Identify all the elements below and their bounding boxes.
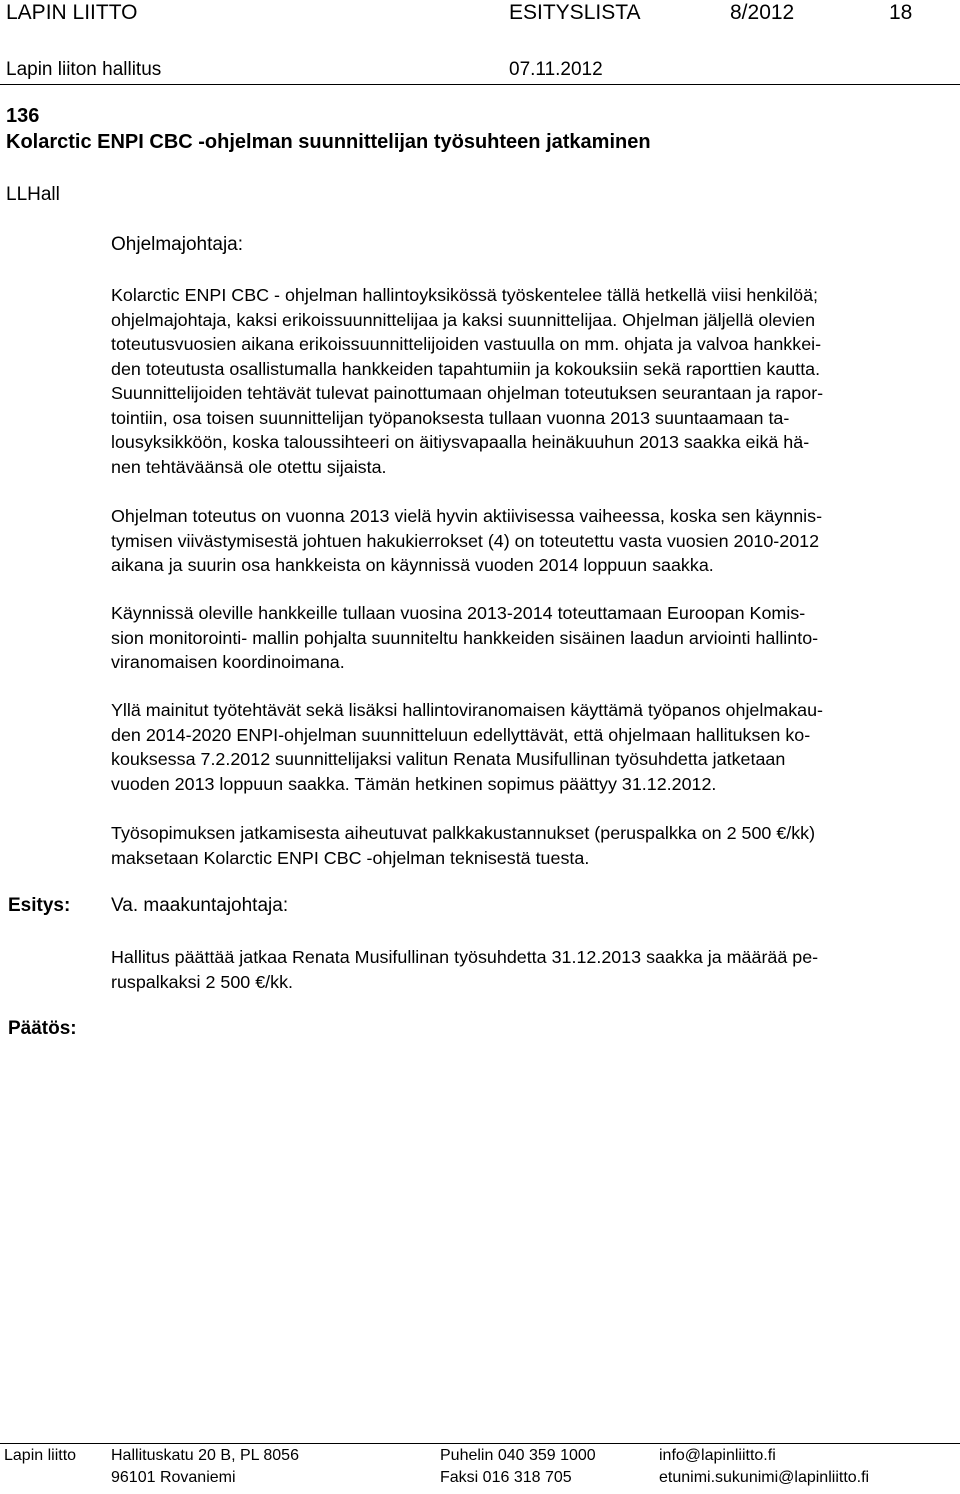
header-doc-type: ESITYSLISTA — [509, 1, 641, 24]
paragraph-line: Suunnittelijoiden tehtävät tulevat painottumaan ohjelman toteutuksen seurantaan ja rapor- — [111, 383, 824, 403]
paragraph-line: maksetaan Kolarctic ENPI CBC -ohjelman teknisestä tuesta. — [111, 847, 590, 868]
paragraph-line: aikana ja suurin osa hankkeista on käynnissä vuoden 2014 loppuun saakka. — [111, 555, 714, 575]
paragraph-line: tointiin, osa toisen suunnittelijan työpanoksesta tullaan vuonna 2013 suuntaamaan ta- — [111, 407, 790, 428]
section-title: Kolarctic ENPI CBC -ohjelman suunnittelijan työsuhteen jatkaminen — [6, 131, 651, 153]
decision-label: Päätös: — [8, 1018, 77, 1039]
paragraph-line: sion monitorointi- mallin pohjalta suunniteltu hankkeiden sisäinen laadun arviointi hallinto- — [111, 627, 819, 648]
section-ref: LLHall — [6, 184, 60, 205]
header-org: LAPIN LIITTO — [6, 1, 138, 24]
paragraph-line: Ohjelman toteutus on vuonna 2013 vielä hyvin aktiivisessa vaiheessa, koska sen käynnis- — [111, 506, 823, 526]
footer-org: Lapin liitto — [4, 1447, 77, 1464]
paragraph-1 — [111, 283, 955, 479]
paragraph-line: Kolarctic ENPI CBC - ohjelman hallintoyksikössä työskentelee tällä hetkellä viisi henkilöä; — [111, 285, 819, 305]
proposal-label: Esitys: — [8, 895, 71, 916]
paragraph-line: ruspalkaksi 2 500 €/kk. — [111, 971, 293, 992]
footer-email-personal: etunimi.sukunimi@lapinliitto.fi — [659, 1469, 870, 1486]
paragraph-line: toteutusvuosien aikana erikoissuunnittelijoiden vastuulla on mm. ohjata ja valvoa hankkei- — [111, 334, 822, 354]
header-body: Lapin liiton hallitus — [6, 59, 162, 80]
paragraph-line: den toteutusta osallistumalla hankkeiden tapahtumiin ja kokouksiin sekä raporttien kautta. — [111, 358, 821, 379]
paragraph-line: Työsopimuksen jatkamisesta aiheutuvat palkkakustannukset (peruspalkka on 2 500 €/kk) — [111, 823, 816, 843]
paragraph-line: nen tehtäväänsä ole otettu sijaista. — [111, 456, 387, 477]
paragraph-4 — [111, 698, 955, 796]
paragraph-line: den 2014-2020 ENPI-ohjelman suunnitteluun edellyttävät, että ohjelmaan hallituksen ko- — [111, 724, 811, 745]
footer-rule — [0, 1443, 960, 1444]
paragraph-line: tymisen viivästymisestä johtuen hakukierrokset (4) on toteutettu vasta vuosien 2010-2012 — [111, 530, 820, 551]
paragraph-line: Hallitus päättää jatkaa Renata Musifullinan työsuhdetta 31.12.2013 saakka ja määrää pe- — [111, 947, 819, 967]
paragraph-line: lousyksikköön, koska taloussihteeri on äitiysvapaalla heinäkuuhun 2013 saakka eikä hä- — [111, 432, 810, 452]
paragraph-line: kouksessa 7.2.2012 suunnittelijaksi valitun Renata Musifullinan työsuhdetta jatketaan — [111, 749, 786, 769]
header-date: 07.11.2012 — [509, 59, 603, 80]
paragraph-line: vuoden 2013 loppuun saakka. Tämän hetkinen sopimus päättyy 31.12.2012. — [111, 773, 717, 794]
footer-address: Hallituskatu 20 B, PL 8056 — [111, 1447, 299, 1464]
header-page-number: 18 — [889, 1, 913, 24]
footer-email: info@lapinliitto.fi — [659, 1447, 776, 1464]
footer-phone: Puhelin 040 359 1000 — [440, 1447, 596, 1464]
paragraph-line: ohjelmajohtaja, kaksi erikoissuunnittelijaa ja kaksi suunnittelijaa. Ohjelman jäljellä olevien — [111, 309, 816, 330]
section-number: 136 — [6, 105, 40, 127]
paragraph-2 — [111, 504, 955, 578]
paragraph-6 — [111, 945, 955, 994]
paragraph-3 — [111, 601, 955, 675]
presenter-label: Ohjelmajohtaja: — [111, 234, 244, 255]
paragraph-line: viranomaisen koordinoimana. — [111, 652, 345, 672]
proposer-label: Va. maakuntajohtaja: — [111, 895, 289, 916]
paragraph-line: Käynnissä oleville hankkeille tullaan vuosina 2013-2014 toteuttamaan Euroopan Komis- — [111, 603, 806, 623]
header-doc-number: 8/2012 — [730, 1, 795, 24]
paragraph-line: Yllä mainitut työtehtävät sekä lisäksi hallintoviranomaisen käyttämä työpanos ohjelmakau- — [111, 700, 824, 720]
header-rule — [0, 84, 960, 85]
paragraph-5 — [111, 821, 955, 870]
footer-fax: Faksi 016 318 705 — [440, 1469, 572, 1486]
footer-postcode: 96101 Rovaniemi — [111, 1469, 236, 1486]
